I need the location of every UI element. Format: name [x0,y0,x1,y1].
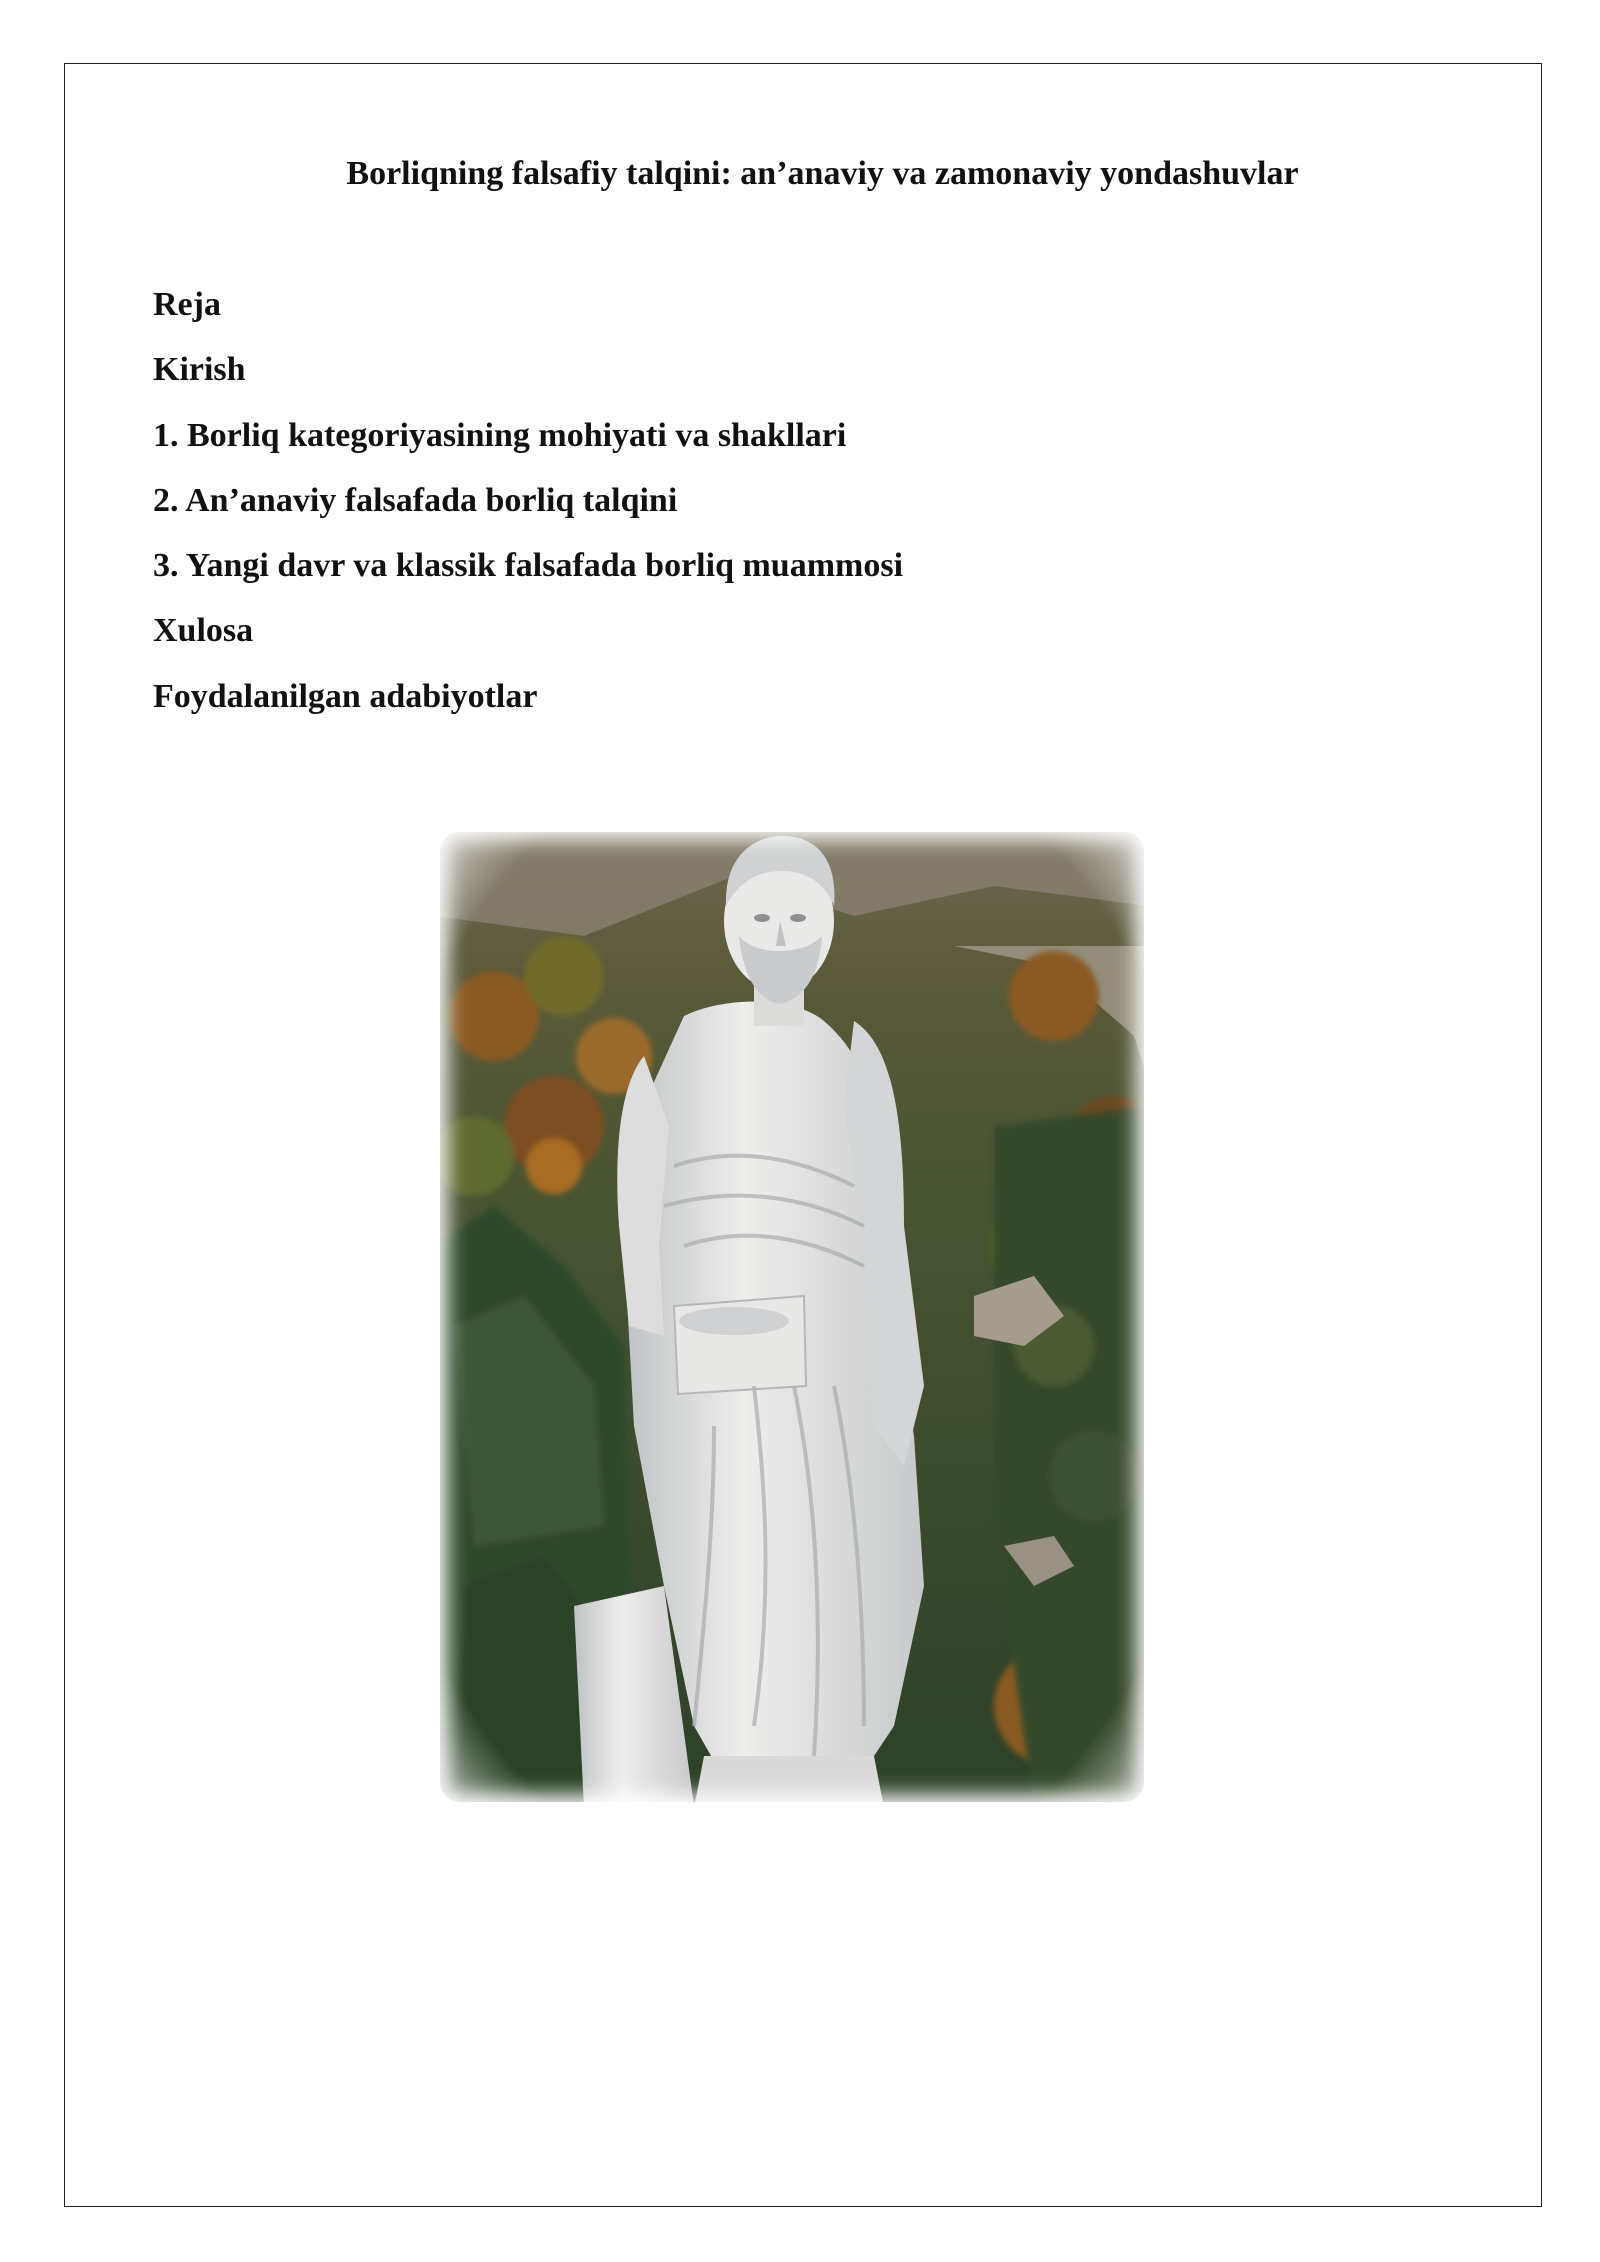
outline-item-plan: Reja [153,286,221,323]
outline-item-section-1: 1. Borliq kategoriyasining mohiyati va shakllari [153,416,847,454]
outline-item-section-2: 2. An’anaviy falsafada borliq talqini [153,481,678,519]
outline-item-conclusion: Xulosa [153,612,254,650]
outline-item-section-3: 3. Yangi davr va klassik falsafada borliq muammosi [153,547,904,585]
statue-photo [434,826,1150,1808]
outline-item-references: Foydalanilgan adabiyotlar [153,677,538,715]
outline-item-introduction: Kirish [153,351,246,389]
outline-list [153,284,903,741]
document-title: Borliqning falsafiy talqini: an’anaviy va zamonaviy yondashuvlar [346,155,1299,192]
